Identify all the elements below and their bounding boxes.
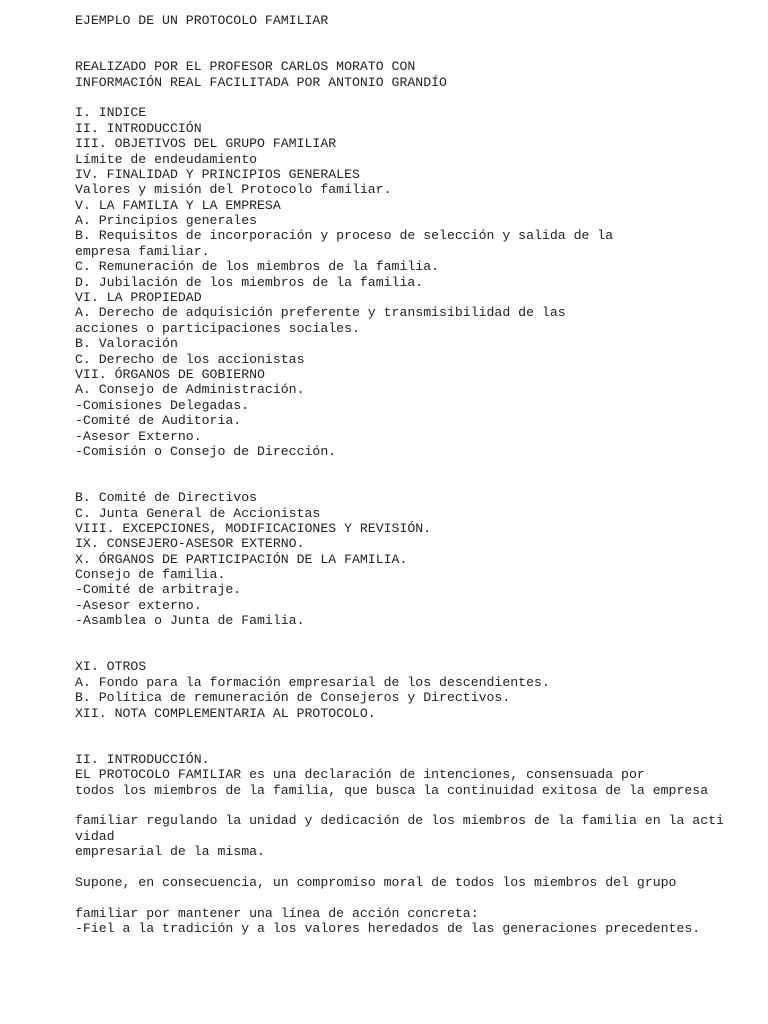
index-line: A. Principios generales [75,213,258,229]
index-line: Consejo de familia. [75,567,226,583]
index-section-2 [75,490,755,629]
index-line: B. Valoración [75,336,178,352]
section-heading: II. INTRODUCCIÓN. [75,751,210,767]
spacer [75,629,755,660]
paragraph-line: Supone, en consecuencia, un compromiso moral de todos los miembros del grupo [75,874,677,890]
index-line: A. Consejo de Administración. [75,382,305,398]
index-line: Valores y misión del Protocolo familiar. [75,182,392,198]
index-line: VI. LA PROPIEDAD [75,290,202,306]
paragraph-line: familiar regulando la unidad y dedicación de los miembros de la familia en la acti [75,813,724,829]
index-line: D. Jubilación de los miembros de la familia. [75,274,424,290]
index-line: Límite de endeudamiento [75,151,258,167]
index-line: V. LA FAMILIA Y LA EMPRESA [75,197,281,213]
index-line: -Comité de arbitraje. [75,582,242,598]
paragraph-line: empresarial de la misma. [75,844,265,860]
paragraph-line: EL PROTOCOLO FAMILIAR es una declaración de intenciones, consensuada por [75,767,645,783]
author-block [75,59,755,90]
spacer [75,890,755,905]
index-line: -Comisión o Consejo de Dirección. [75,443,337,459]
index-section-3 [75,659,755,721]
paragraph-line: todos los miembros de la familia, que busca la continuidad exitosa de la empresa [75,782,709,798]
index-line: empresa familiar. [75,243,210,259]
index-line: I. INDICE [75,105,147,121]
index-line: C. Derecho de los accionistas [75,351,305,367]
index-line: C. Junta General de Accionistas [75,505,321,521]
index-line: XI. OTROS [75,659,147,675]
index-line: B. Política de remuneración de Consejeros y Directivos. [75,690,511,706]
index-line: III. OBJETIVOS DEL GRUPO FAMILIAR [75,136,337,152]
index-line: II. INTRODUCCIÓN [75,120,202,136]
index-line: B. Comité de Directivos [75,490,258,506]
spacer [75,721,755,752]
index-line: -Asesor externo. [75,597,202,613]
index-line: -Asamblea o Junta de Familia. [75,613,305,629]
index-line: C. Remuneración de los miembros de la familia. [75,259,440,275]
paragraph-line: vidad [75,828,115,844]
spacer [75,860,755,875]
index-line: X. ÓRGANOS DE PARTICIPACIÓN DE LA FAMILIA. [75,551,408,567]
spacer [75,90,755,105]
index-line: A. Derecho de adquisición preferente y transmisibilidad de las [75,305,566,321]
document-page [75,13,755,937]
index-line: -Asesor Externo. [75,428,202,444]
index-line: acciones o participaciones sociales. [75,320,360,336]
index-section-1 [75,105,755,459]
author-line: REALIZADO POR EL PROFESOR CARLOS MORATO CON [75,59,416,75]
index-line: XII. NOTA COMPLEMENTARIA AL PROTOCOLO. [75,705,376,721]
index-line: -Comisiones Delegadas. [75,397,250,413]
paragraph-line: familiar por mantener una línea de acción concreta: [75,905,479,921]
index-line: VIII. EXCEPCIONES, MODIFICACIONES Y REVISIÓN. [75,520,432,536]
author-line: INFORMACIÓN REAL FACILITADA POR ANTONIO GRANDÍO [75,74,447,90]
index-line: VII. ÓRGANOS DE GOBIERNO [75,367,265,382]
index-line: A. Fondo para la formación empresarial de los descendientes. [75,674,550,690]
index-line: IX. CONSEJERO-ASESOR EXTERNO. [75,536,305,552]
introduction-section [75,752,755,937]
spacer [75,798,755,813]
spacer [75,28,755,59]
spacer [75,459,755,490]
index-line: B. Requisitos de incorporación y proceso de selección y salida de la [75,228,614,244]
paragraph-line: -Fiel a la tradición y a los valores heredados de las generaciones precedentes. [75,921,701,937]
index-line: IV. FINALIDAD Y PRINCIPIOS GENERALES [75,166,360,182]
document-title: EJEMPLO DE UN PROTOCOLO FAMILIAR [75,13,329,28]
index-line: -Comité de Auditoria. [75,413,242,429]
